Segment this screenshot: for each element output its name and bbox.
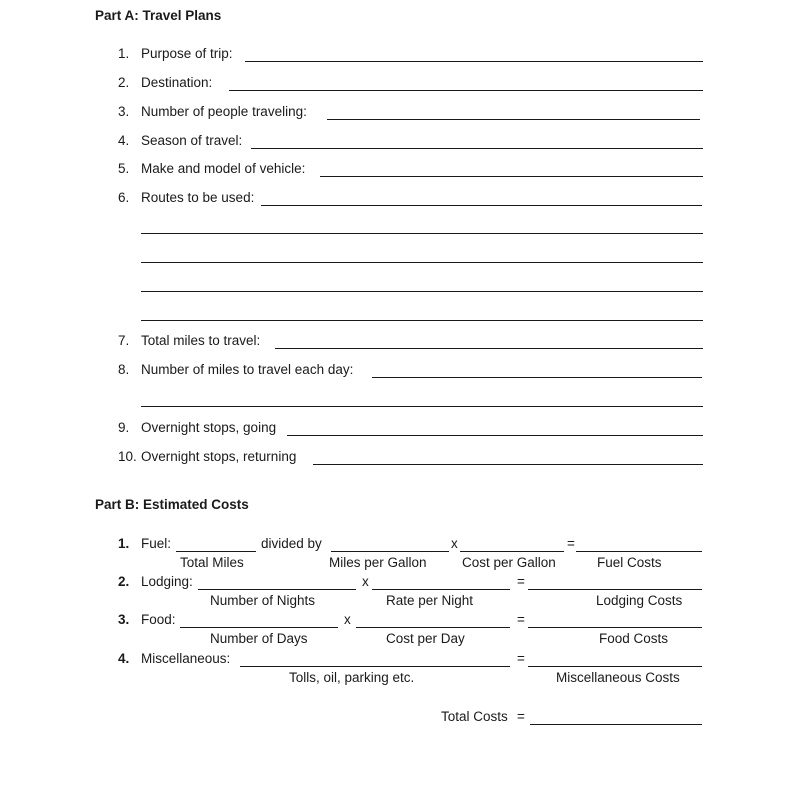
- item-number: 1.: [118, 536, 130, 551]
- misc-label: Miscellaneous:: [141, 651, 231, 666]
- people-field[interactable]: [327, 119, 700, 120]
- routes-field-extra[interactable]: [141, 262, 703, 263]
- food-costs-input[interactable]: [528, 627, 702, 628]
- item-number: 3.: [118, 104, 130, 119]
- miles-per-day-label: Number of miles to travel each day:: [141, 362, 354, 377]
- cost-per-gallon-input[interactable]: [460, 551, 564, 552]
- cost-per-day-caption: Cost per Day: [386, 631, 465, 646]
- item-number: 9.: [118, 420, 130, 435]
- routes-field[interactable]: [261, 205, 702, 206]
- miles-per-day-field[interactable]: [372, 377, 702, 378]
- total-miles-input[interactable]: [176, 551, 256, 552]
- stops-returning-label: Overnight stops, returning: [141, 449, 297, 464]
- people-label: Number of people traveling:: [141, 104, 307, 119]
- miles-per-day-field-extra[interactable]: [141, 406, 703, 407]
- vehicle-field[interactable]: [320, 176, 703, 177]
- food-label: Food:: [141, 612, 176, 627]
- item-number: 5.: [118, 161, 130, 176]
- stops-going-field[interactable]: [287, 435, 703, 436]
- mpg-caption: Miles per Gallon: [329, 555, 427, 570]
- total-costs-label: Total Costs: [441, 709, 508, 724]
- item-number: 2.: [118, 75, 130, 90]
- equals-sign: =: [517, 612, 525, 627]
- stops-returning-field[interactable]: [313, 464, 703, 465]
- equals-sign: =: [567, 536, 575, 551]
- rate-per-night-caption: Rate per Night: [386, 593, 474, 608]
- routes-label: Routes to be used:: [141, 190, 255, 205]
- routes-field-extra[interactable]: [141, 291, 703, 292]
- days-caption: Number of Days: [210, 631, 308, 646]
- routes-field-extra[interactable]: [141, 320, 703, 321]
- fuel-label: Fuel:: [141, 536, 172, 551]
- times-sign: x: [451, 536, 458, 551]
- item-number: 2.: [118, 574, 130, 589]
- fuel-costs-caption: Fuel Costs: [597, 555, 662, 570]
- equals-sign: =: [517, 651, 525, 666]
- food-costs-caption: Food Costs: [599, 631, 669, 646]
- misc-costs-caption: Miscellaneous Costs: [556, 670, 680, 685]
- item-number: 6.: [118, 190, 130, 205]
- routes-field-extra[interactable]: [141, 233, 703, 234]
- purpose-label: Purpose of trip:: [141, 46, 233, 61]
- lodging-costs-input[interactable]: [528, 589, 702, 590]
- times-sign: x: [362, 574, 369, 589]
- lodging-costs-caption: Lodging Costs: [596, 593, 683, 608]
- season-label: Season of travel:: [141, 133, 243, 148]
- total-miles-caption: Total Miles: [180, 555, 244, 570]
- total-miles-label: Total miles to travel:: [141, 333, 261, 348]
- equals-sign: =: [517, 709, 525, 724]
- destination-label: Destination:: [141, 75, 213, 90]
- item-number: 3.: [118, 612, 130, 627]
- cost-per-gallon-caption: Cost per Gallon: [462, 555, 556, 570]
- times-sign: x: [344, 612, 351, 627]
- season-field[interactable]: [251, 148, 703, 149]
- item-number: 1.: [118, 46, 130, 61]
- nights-input[interactable]: [198, 589, 356, 590]
- divided-by-text: divided by: [261, 536, 322, 551]
- item-number: 4.: [118, 133, 130, 148]
- item-number: 7.: [118, 333, 130, 348]
- mpg-input[interactable]: [331, 551, 449, 552]
- misc-items-caption: Tolls, oil, parking etc.: [289, 670, 415, 685]
- item-number: 4.: [118, 651, 130, 666]
- vehicle-label: Make and model of vehicle:: [141, 161, 306, 176]
- nights-caption: Number of Nights: [210, 593, 316, 608]
- stops-going-label: Overnight stops, going: [141, 420, 277, 435]
- total-costs-input[interactable]: [530, 724, 702, 725]
- part-b-heading: Part B: Estimated Costs: [95, 497, 249, 512]
- total-miles-field[interactable]: [275, 348, 703, 349]
- fuel-costs-input[interactable]: [576, 551, 702, 552]
- part-a-heading: Part A: Travel Plans: [95, 8, 222, 23]
- lodging-label: Lodging:: [141, 574, 193, 589]
- destination-field[interactable]: [229, 90, 703, 91]
- purpose-field[interactable]: [245, 61, 703, 62]
- misc-items-input[interactable]: [240, 666, 510, 667]
- days-input[interactable]: [180, 627, 338, 628]
- misc-costs-input[interactable]: [528, 666, 702, 667]
- item-number: 8.: [118, 362, 130, 377]
- item-number: 10.: [118, 449, 137, 464]
- rate-per-night-input[interactable]: [372, 589, 510, 590]
- equals-sign: =: [517, 574, 525, 589]
- cost-per-day-input[interactable]: [356, 627, 510, 628]
